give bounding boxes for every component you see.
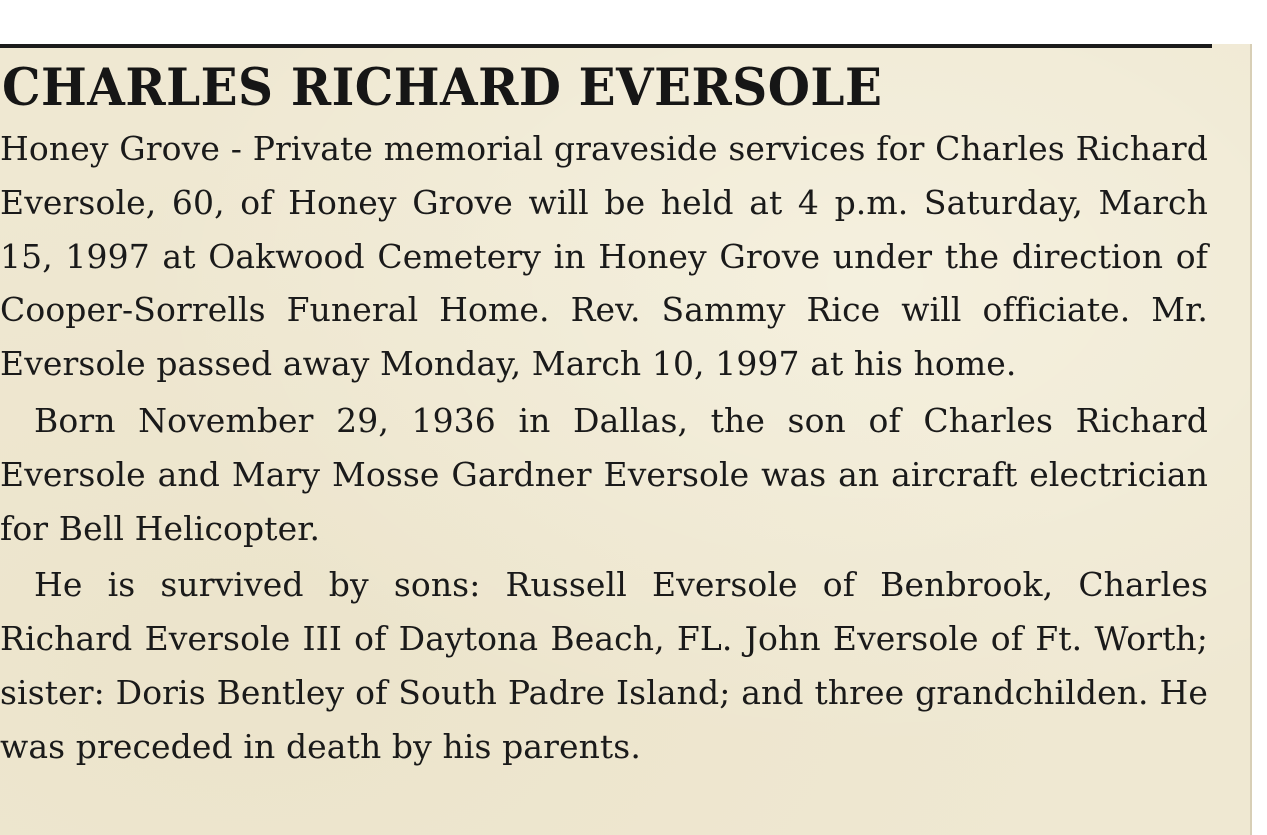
obituary-paragraph-biography: Born November 29, 1936 in Dallas, the son of Charles Richard Eversole and Mary Mosse Gardner Eversole was an aircraft electrician for Bell Helicopter. bbox=[0, 400, 1208, 548]
column-top-rule bbox=[0, 44, 1212, 48]
obituary-body bbox=[0, 122, 1208, 774]
obituary-paragraph-survivors: He is survived by sons: Russell Eversole of Benbrook, Charles Richard Eversole III of Daytona Beach, FL. John Eversole of Ft. Worth; sister: Doris Bentley of South Padre Island; and three grandchilden. He was preceded in death by his parents. bbox=[0, 565, 1208, 766]
obituary-paragraph-services: Honey Grove - Private memorial graveside services for Charles Richard Eversole, 60, of Honey Grove will be held at 4 p.m. Saturday, March 15, 1997 at Oakwood Cemetery in Honey Grove under the direction of Cooper-Sorrells Funeral Home. Rev. Sammy Rice will officiate. Mr. Eversole passed away Monday, March 10, 1997 at his home. bbox=[0, 129, 1208, 384]
obituary-headline: CHARLES RICHARD EVERSOLE bbox=[2, 58, 883, 118]
newspaper-clipping bbox=[0, 44, 1252, 835]
